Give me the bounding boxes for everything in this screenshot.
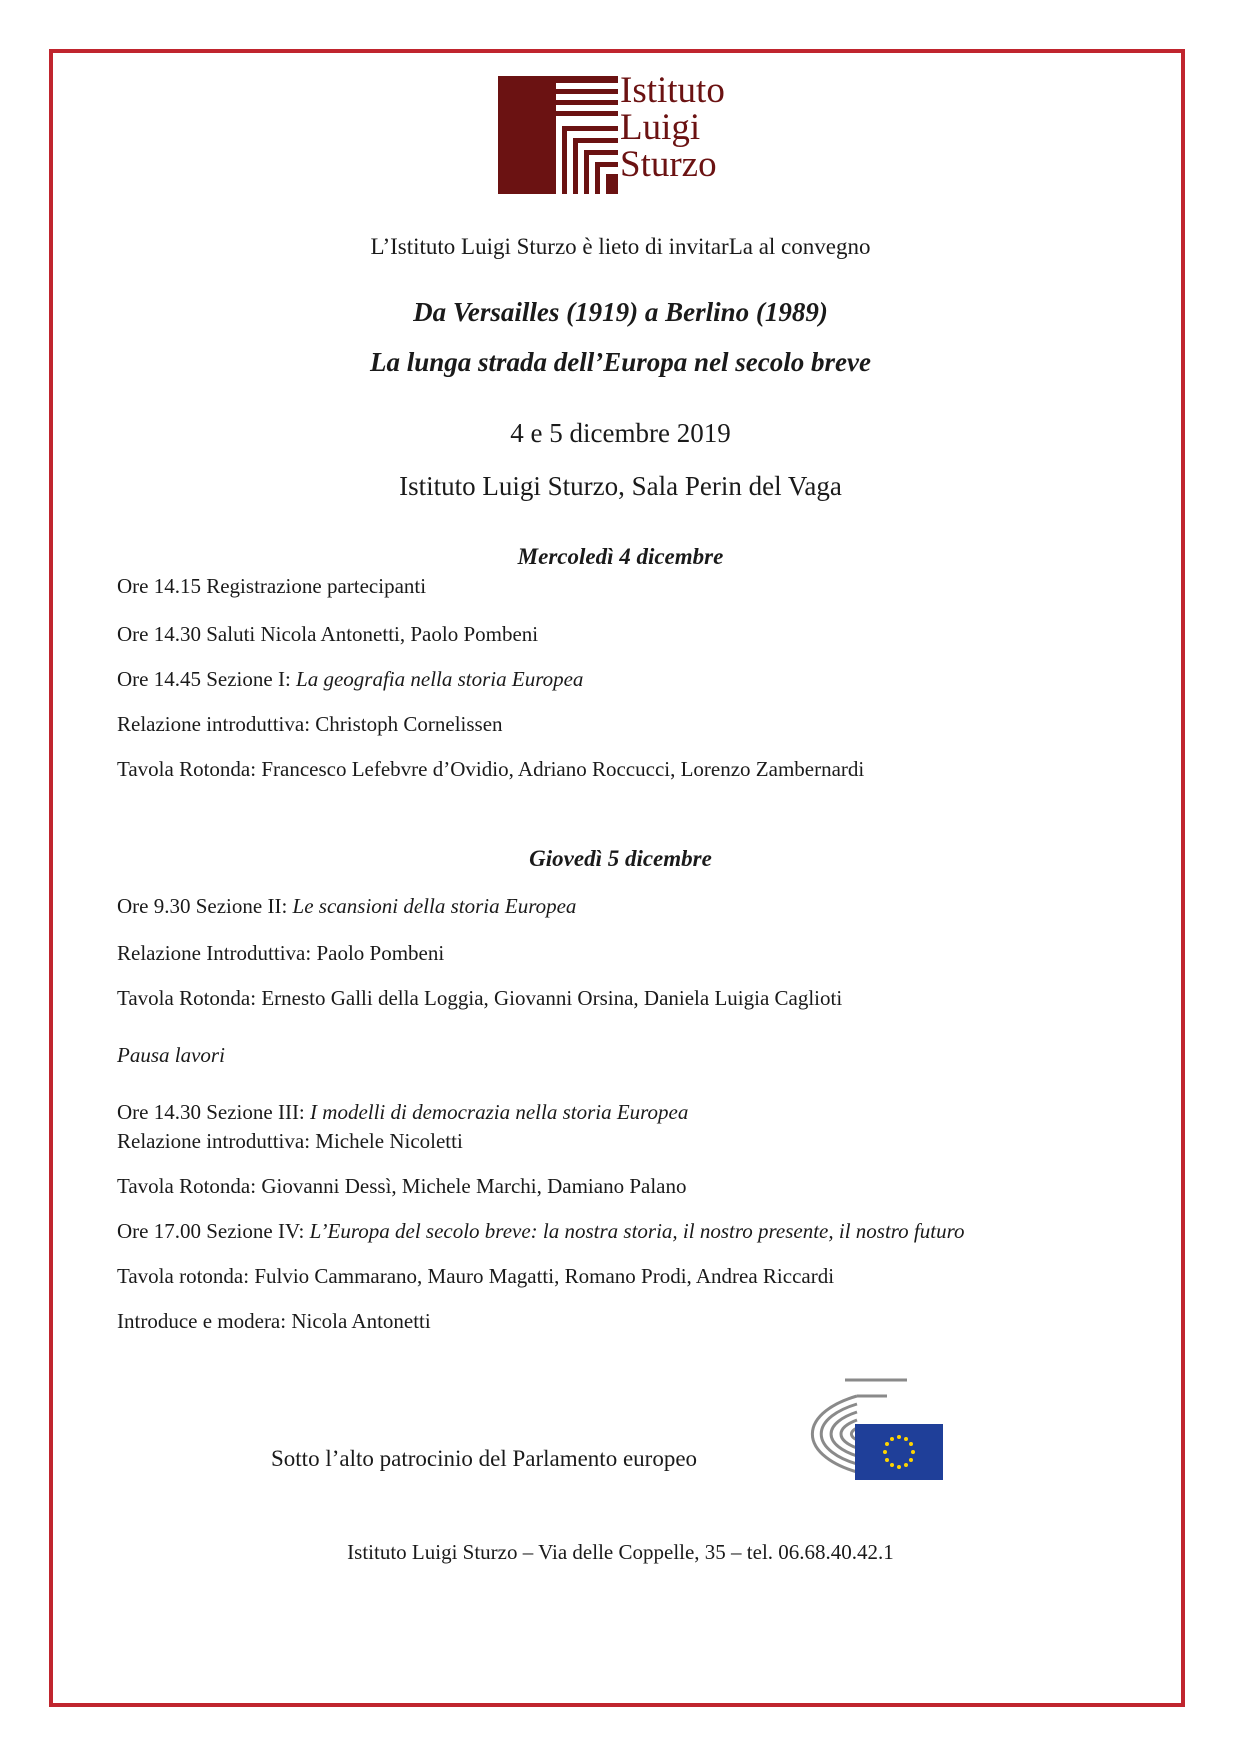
program-item: Tavola Rotonda: Giovanni Dessì, Michele Marchi, Damiano Palano (117, 1174, 687, 1198)
program-item: Tavola Rotonda: Francesco Lefebvre d’Ovidio, Adriano Roccucci, Lorenzo Zambernardi (117, 757, 865, 781)
logo-line-1: Istituto (620, 70, 725, 111)
logo-wordmark (620, 72, 725, 183)
program-item (117, 1100, 688, 1125)
session-time: Ore 17.00 Sezione IV: (117, 1219, 310, 1243)
program-item: Relazione Introduttiva: Paolo Pombeni (117, 941, 445, 965)
program-item: Ore 14.30 Saluti Nicola Antonetti, Paolo Pombeni (117, 622, 539, 646)
session-time: Ore 14.30 Sezione III: (117, 1100, 311, 1124)
logo-line-2: Luigi (620, 107, 701, 148)
session-title: La geografia nella storia Europea (296, 667, 584, 691)
session-title: L’Europa del secolo breve: la nostra storia, il nostro presente, il nostro futuro (309, 1219, 965, 1243)
conference-dates: 4 e 5 dicembre 2019 (510, 418, 731, 448)
conference-title: Da Versailles (1919) a Berlino (1989) (413, 297, 828, 327)
program-item (117, 1219, 965, 1244)
patronage-text: Sotto l’alto patrocinio del Parlamento europeo (271, 1446, 698, 1471)
session-time: Ore 9.30 Sezione II: (117, 894, 293, 918)
day2-heading: Giovedì 5 dicembre (529, 846, 712, 871)
program-item: Relazione introduttiva: Christoph Cornelissen (117, 712, 503, 736)
program-item (117, 667, 583, 692)
footer-address: Istituto Luigi Sturzo – Via delle Coppelle, 35 – tel. 06.68.40.42.1 (347, 1540, 894, 1564)
session-title: Le scansioni della storia Europea (292, 894, 577, 918)
logo-line-3: Sturzo (620, 144, 717, 185)
session-title: I modelli di democrazia nella storia Europea (310, 1100, 689, 1124)
istituto-sturzo-logo (498, 70, 748, 194)
conference-subtitle: La lunga strada dell’Europa nel secolo breve (370, 347, 871, 377)
program-item (117, 894, 576, 919)
break-note: Pausa lavori (117, 1043, 225, 1067)
program-item: Relazione introduttiva: Michele Nicoletti (117, 1129, 463, 1153)
program-item: Tavola rotonda: Fulvio Cammarano, Mauro Magatti, Romano Prodi, Andrea Riccardi (117, 1264, 835, 1288)
day1-heading: Mercoledì 4 dicembre (517, 544, 724, 569)
session-time: Ore 14.45 Sezione I: (117, 667, 297, 691)
program-item: Ore 14.15 Registrazione partecipanti (117, 574, 427, 598)
invitation-text: L’Istituto Luigi Sturzo è lieto di invitarLa al convegno (370, 234, 871, 259)
logo-mark-icon (498, 76, 618, 194)
european-parliament-logo-icon (757, 1378, 943, 1482)
program-item: Tavola Rotonda: Ernesto Galli della Loggia, Giovanni Orsina, Daniela Luigia Caglioti (117, 986, 843, 1010)
program-item: Introduce e modera: Nicola Antonetti (117, 1309, 431, 1333)
conference-venue: Istituto Luigi Sturzo, Sala Perin del Vaga (399, 471, 842, 501)
